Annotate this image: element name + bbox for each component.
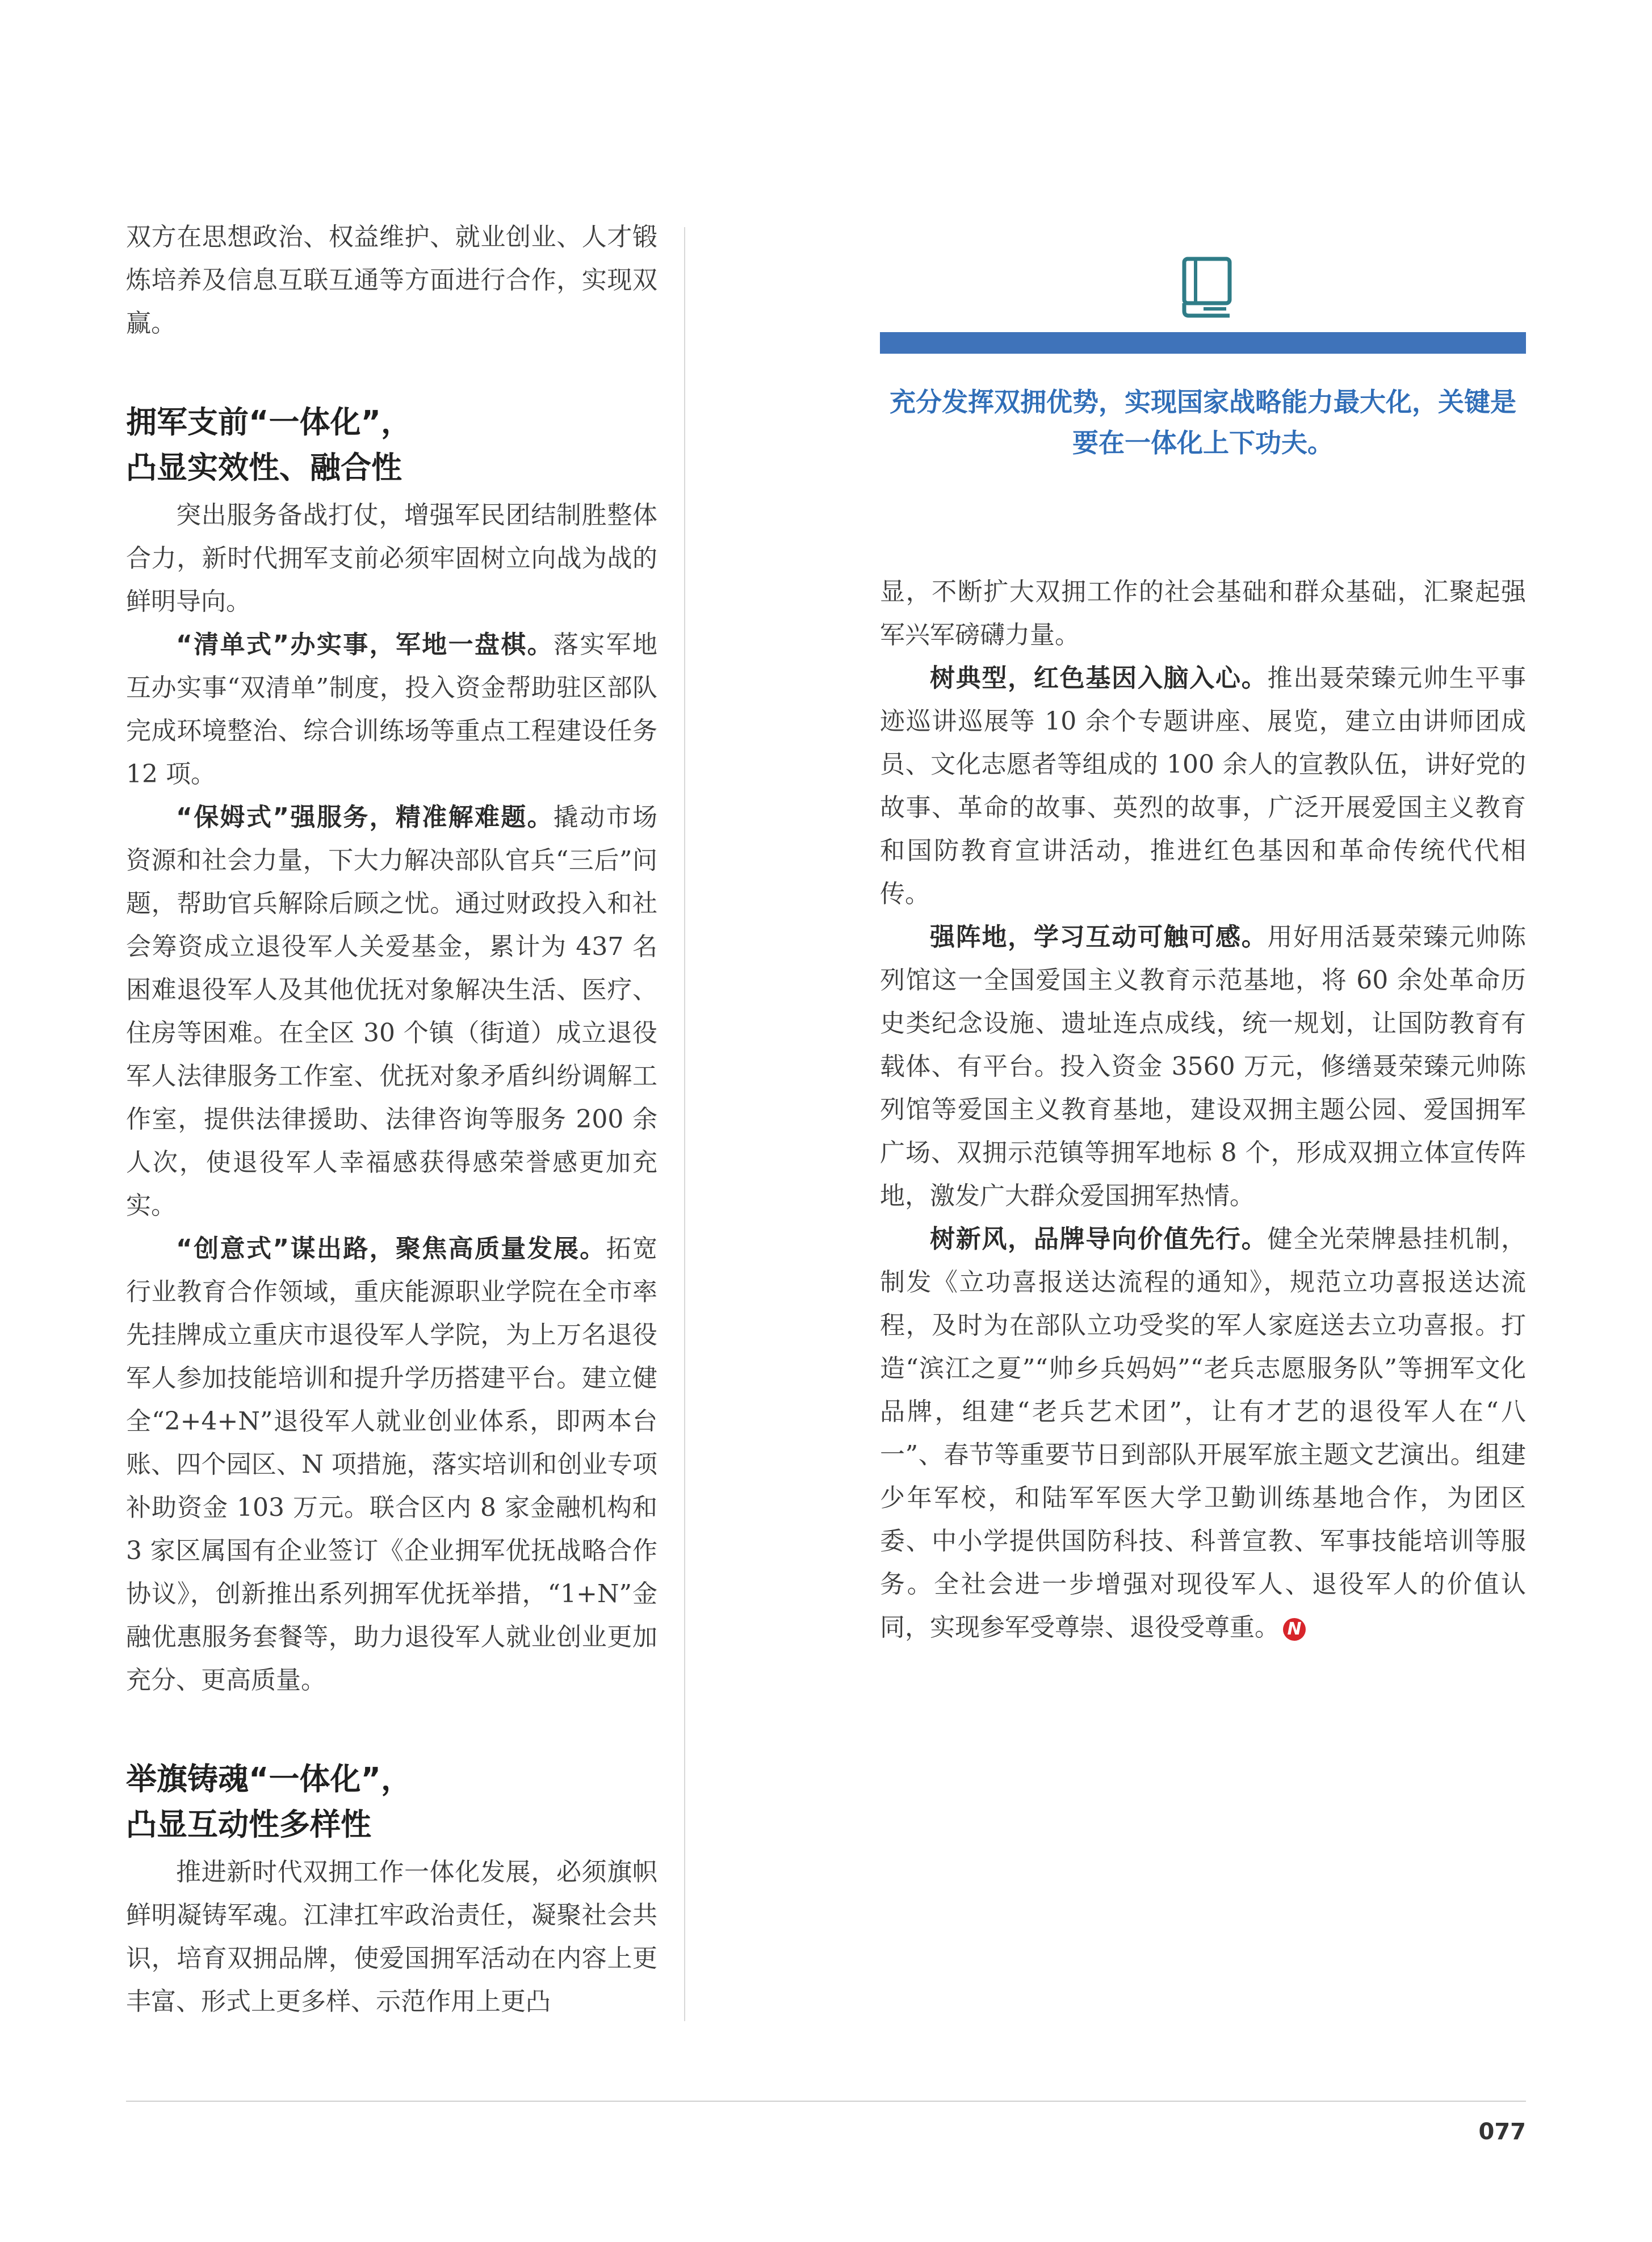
right-column [880, 571, 1526, 1649]
section1-paragraph: 突出服务备战打仗，增强军民团结制胜整体合力，新时代拥军支前必须牢固树立向战为战的鲜明导向。 [126, 501, 657, 616]
section1-item1 [126, 623, 657, 796]
section1-item2-lead: “保姆式”强服务，精准解难题。 [176, 803, 554, 832]
right-item2 [880, 916, 1526, 1218]
right-item2-text: 用好用活聂荣臻元帅陈列馆这一全国爱国主义教育示范基地，将 60 余处革命历史类纪念设施、遗址连点成线，统一规划，让国防教育有载体、有平台。投入资金 3560 万元，修缮聂荣臻元帅陈列馆等爱国主义教育基地，建设双拥主题公园、爱国拥军广场、双拥示范镇等拥军地标 8 个，形成双拥立体宣传阵地，激发广大群众爱国拥军热情。 [880, 923, 1527, 1210]
section1-heading [126, 400, 657, 491]
section2-heading-line2: 凸显互动性多样性 [126, 1807, 371, 1842]
intro-paragraph: 双方在思想政治、权益维护、就业创业、人才锻炼培养及信息互联互通等方面进行合作，实现双赢。 [126, 223, 657, 338]
right-item3 [880, 1218, 1526, 1649]
section1-item2-text: 撬动市场资源和社会力量，下大力解决部队官兵“三后”问题，帮助官兵解除后顾之忧。通过财政投入和社会筹资成立退役军人关爱基金，累计为 437 名困难退役军人及其他优抚对象解决生活、医疗、住房等困难。在全区 30 个镇（街道）成立退役军人法律服务工作室、优抚对象矛盾纠纷调解工作室，提供法律援助、法律咨询等服务 200 余人次，使退役军人幸福感获得感荣誉感更加充实。 [126, 803, 657, 1220]
pull-quote: 充分发挥双拥优势，实现国家战略能力最大化，关键是要在一体化上下功夫。 [890, 387, 1516, 458]
section2-heading [126, 1757, 657, 1847]
page-number: 077 [1478, 2119, 1526, 2145]
right-item1-text: 推出聂荣臻元帅生平事迹巡讲巡展等 10 余个专题讲座、展览，建立由讲师团成员、文化志愿者等组成的 100 余人的宣教队伍，讲好党的故事、革命的故事、英烈的故事，广泛开展爱国主义教育和国防教育宣讲活动，推进红色基因和革命传统代代相传。 [880, 664, 1527, 908]
section1-item3 [126, 1227, 657, 1702]
section1-item2 [126, 796, 657, 1227]
section1-item3-lead: “创意式”谋出路，聚焦高质量发展。 [176, 1234, 606, 1263]
quote-accent-bar [880, 332, 1526, 354]
left-column [126, 216, 657, 2023]
right-item3-lead: 树新风，品牌导向价值先行。 [930, 1225, 1268, 1254]
section2-paragraph: 推进新时代双拥工作一体化发展，必须旗帜鲜明凝铸军魂。江津扛牢政治责任，凝聚社会共识，培育双拥品牌，使爱国拥军活动在内容上更丰富、形式上更多样、示范作用上更凸 [126, 1858, 657, 2016]
section1-heading-line2: 凸显实效性、融合性 [126, 450, 402, 485]
section1-item1-lead: “清单式”办实事，军地一盘棋。 [176, 630, 554, 659]
column-divider [684, 227, 685, 2021]
book-icon [1181, 257, 1233, 319]
footer-rule [126, 2101, 1526, 2102]
section2-heading-line1: 举旗铸魂“一体化”， [126, 1761, 412, 1797]
continuation-paragraph: 显，不断扩大双拥工作的社会基础和群众基础，汇聚起强军兴军磅礴力量。 [880, 577, 1526, 649]
right-item3-text: 健全光荣牌悬挂机制，制发《立功喜报送达流程的通知》，规范立功喜报送达流程，及时为在部队立功受奖的军人家庭送去立功喜报。打造“滨江之夏”“帅乡兵妈妈”“老兵志愿服务队”等拥军文化品牌，组建“老兵艺术团”，让有才艺的退役军人在“八一”、春节等重要节日到部队开展军旅主题文艺演出。组建少年军校，和陆军军医大学卫勤训练基地合作，为团区委、中小学提供国防科技、科普宣教、军事技能培训等服务。全社会进一步增强对现役军人、退役军人的价值认同，实现参军受尊崇、退役受尊重。 [880, 1225, 1527, 1642]
right-item2-lead: 强阵地，学习互动可触可感。 [930, 923, 1268, 952]
section1-item3-text: 拓宽行业教育合作领域，重庆能源职业学院在全市率先挂牌成立重庆市退役军人学院，为上万名退役军人参加技能培训和提升学历搭建平台。建立健全“2+4+N”退役军人就业创业体系，即两本台账、四个园区、N 项措施，落实培训和创业专项补助资金 103 万元。联合区内 8 家金融机构和 3 家区属国有企业签订《企业拥军优抚战略合作协议》，创新推出系列拥军优抚举措，“1+N”金融优惠服务套餐等，助力退役军人就业创业更加充分、更高质量。 [126, 1234, 657, 1695]
end-mark-icon: N [1283, 1618, 1306, 1641]
right-item1 [880, 657, 1526, 916]
right-item1-lead: 树典型，红色基因入脑入心。 [930, 664, 1268, 693]
section1-heading-line1: 拥军支前“一体化”， [126, 404, 412, 440]
section1-item1-text: 落实军地互办实事“双清单”制度，投入资金帮助驻区部队完成环境整治、综合训练场等重点工程建设任务 12 项。 [126, 630, 657, 789]
